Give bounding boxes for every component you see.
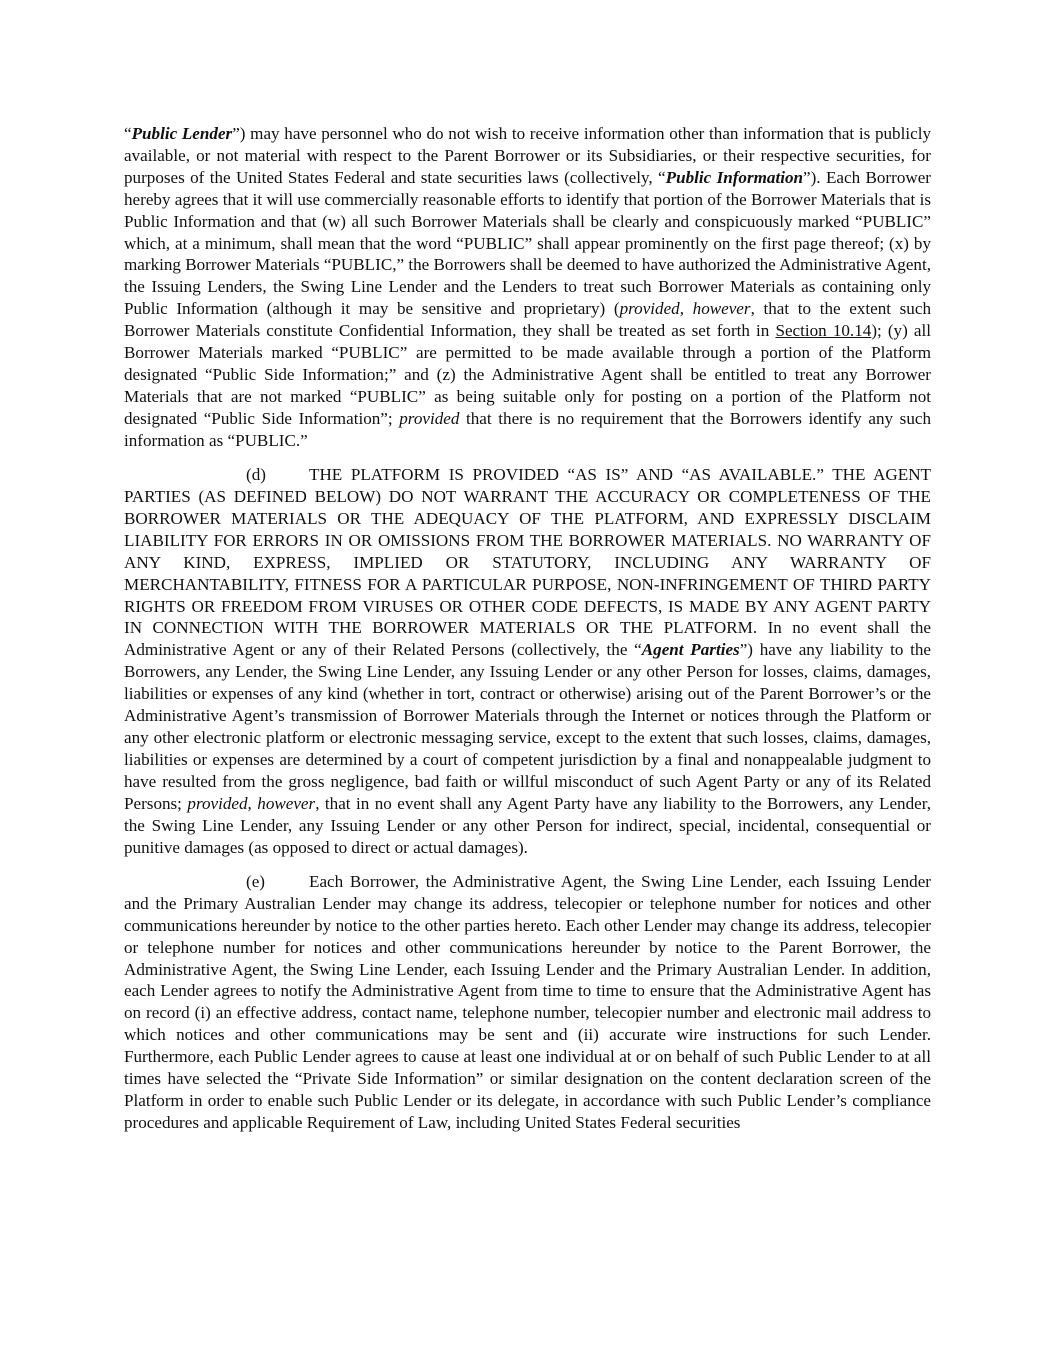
paragraph-c-continuation: “Public Lender”) may have personnel who do not wish to receive information other than information that is publicly available, or not material with respect to the Parent Borrower or its Subsidiaries, or their respective securities, for purposes of the United States Federal and state securities laws (collectively, “Public Information”). Each Borrower hereby agrees that it will use commercially reasonable efforts to identify that portion of the Borrower Materials that is Public Information and that (w) all such Borrower Materials shall be clearly and conspicuously marked “PUBLIC” which, at a minimum, shall mean that the word “PUBLIC” shall appear prominently on the first page thereof; (x) by marking Borrower Materials “PUBLIC,” the Borrowers shall be deemed to have authorized the Administrative Agent, the Issuing Lenders, the Swing Line Lender and the Lenders to treat such Borrower Materials as containing only Public Information (although it may be sensitive and proprietary) (provided, however, that to the extent such Borrower Materials constitute Confidential Information, they shall be treated as set forth in Section 10.14); (y) all Borrower Materials marked “PUBLIC” are permitted to be made available through a portion of the Platform designated “Public Side Information;” and (z) the Administrative Agent shall be entitled to treat any Borrower Materials that are not marked “PUBLIC” as being suitable only for posting on a portion of the Platform not designated “Public Side Information”; provided that there is no requirement that the Borrowers identify any such information as “PUBLIC.” [124,124,931,450]
paragraph-e: (e) Each Borrower, the Administrative Agent, the Swing Line Lender, each Issuing Lender and the Primary Australian Lender may change its address, telecopier or telephone number for notices and other communications hereunder by notice to the other parties hereto. Each other Lender may change its address, telecopier or telephone number for notices and other communications hereunder by notice to the Parent Borrower, the Administrative Agent, the Swing Line Lender, each Issuing Lender and the Primary Australian Lender. In addition, each Lender agrees to notify the Administrative Agent from time to time to ensure that the Administrative Agent has on record (i) an effective address, contact name, telephone number, telecopier number and electronic mail address to which notices and other communications may be sent and (ii) accurate wire instructions for such Lender. Furthermore, each Public Lender agrees to cause at least one individual at or on behalf of such Public Lender to at all times have selected the “Private Side Information” or similar designation on the content declaration screen of the Platform in order to enable such Public Lender or its delegate, in accordance with such Public Lender’s compliance procedures and applicable Requirement of Law, including United States Federal securities [124,871,931,1132]
section-cross-reference: Section 10.14 [775,321,872,341]
paragraph-label-d: (d) [246,465,266,485]
paragraph-label-e: (e) [246,871,265,891]
defined-term-public-lender: Public Lender [131,124,233,143]
defined-term-public-information: Public Information [665,167,804,187]
paragraph-d: (d) THE PLATFORM IS PROVIDED “AS IS” AND “AS AVAILABLE.” THE AGENT PARTIES (AS DEFINED BELOW) DO NOT WARRANT THE ACCURACY OR COMPLETENESS OF THE BORROWER MATERIALS OR THE ADEQUACY OF THE PLATFORM, AND EXPRESSLY DISCLAIM LIABILITY FOR ERRORS IN OR OMISSIONS FROM THE BORROWER MATERIALS. NO WARRANTY OF ANY KIND, EXPRESS, IMPLIED OR STATUTORY, INCLUDING ANY WARRANTY OF MERCHANTABILITY, FITNESS FOR A PARTICULAR PURPOSE, NON-INFRINGEMENT OF THIRD PARTY RIGHTS OR FREEDOM FROM VIRUSES OR OTHER CODE DEFECTS, IS MADE BY ANY AGENT PARTY IN CONNECTION WITH THE BORROWER MATERIALS OR THE PLATFORM. In no event shall the Administrative Agent or any of their Related Persons (collectively, the “Agent Parties”) have any liability to the Borrowers, any Lender, the Swing Line Lender, any Issuing Lender or any other Person for losses, claims, damages, liabilities or expenses of any kind (whether in tort, contract or otherwise) arising out of the Parent Borrower’s or the Administrative Agent’s transmission of Borrower Materials through the Internet or notices through the Platform or any other electronic platform or electronic messaging service, except to the extent that such losses, claims, damages, liabilities or expenses are determined by a court of competent jurisdiction by a final and nonappealable judgment to have resulted from the gross negligence, bad faith or willful misconduct of such Agent Party or any of its Related Persons; provided, however, that in no event shall any Agent Party have any liability to the Borrowers, any Lender, the Swing Line Lender, any Issuing Lender or any other Person for indirect, special, incidental, consequential or punitive damages (as opposed to direct or actual damages). [124,465,931,857]
defined-term-agent-parties: Agent Parties [641,640,740,660]
document-page [124,123,931,1134]
